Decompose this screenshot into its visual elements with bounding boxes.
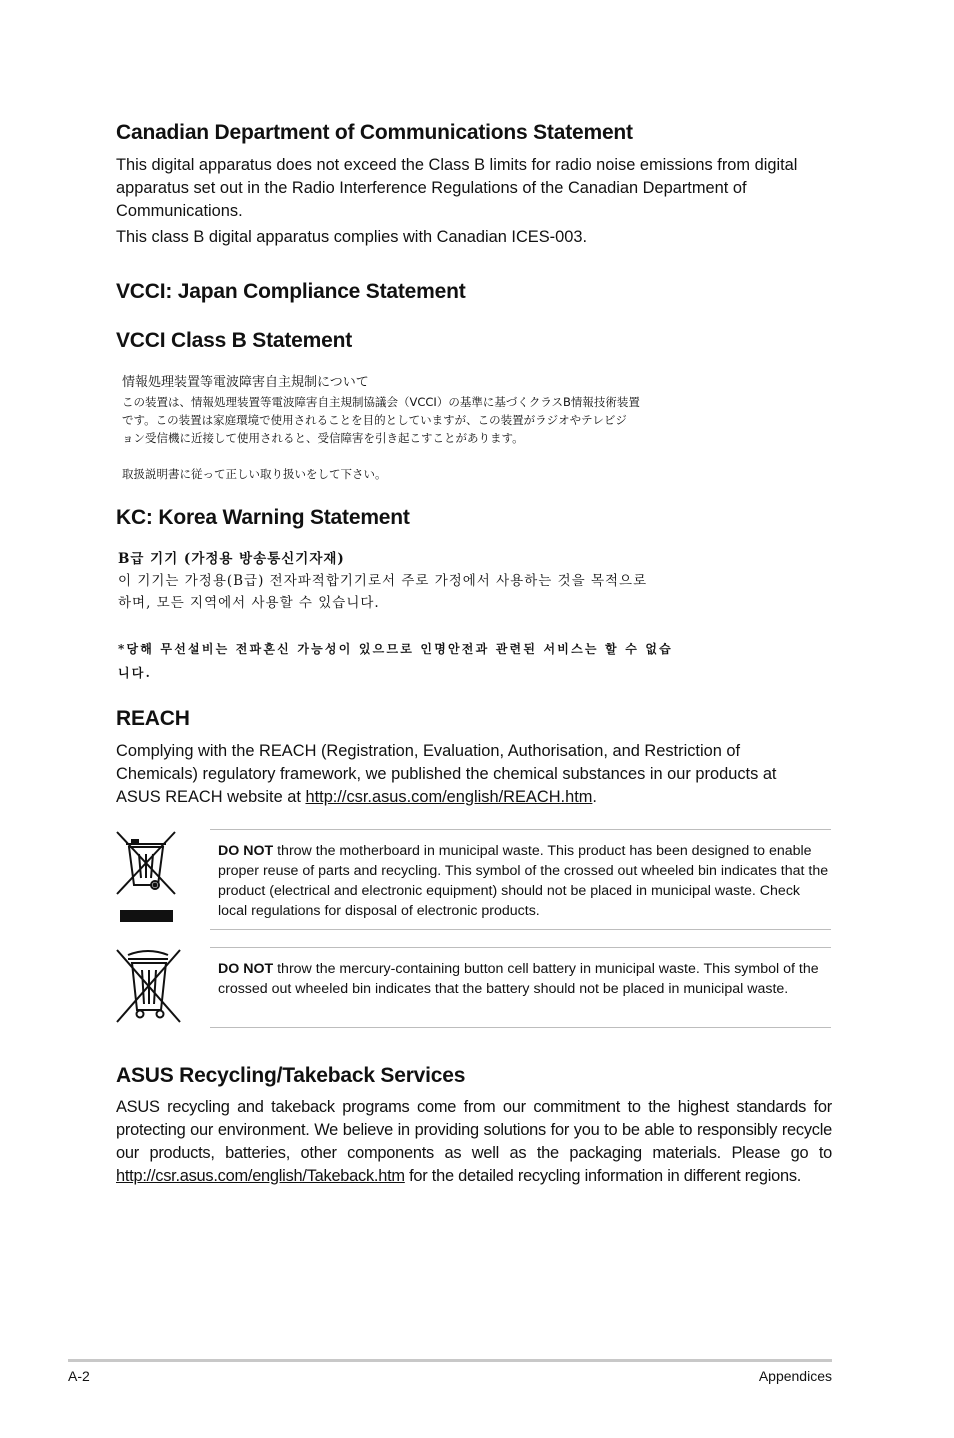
takeback-link[interactable]: http://csr.asus.com/english/Takeback.htm: [116, 1167, 405, 1185]
vcci-line-3: です。この装置は家庭環境で使用されることを目的としていますが、この装置がラジオやテレビジ: [122, 413, 627, 427]
disposal-rule-bottom-2: [210, 1027, 831, 1028]
canadian-paragraph-2: This class B digital apparatus complies with Canadian ICES-003.: [116, 228, 588, 246]
vcci-line-4: ョン受信機に近接して使用されると、受信障害を引き起こすことがあります。: [122, 431, 524, 445]
vcci-line-2: この装置は、情報処理装置等電波障害自主規制協議会（VCCI）の基準に基づくクラスB情報技術装置: [122, 395, 640, 409]
kc-line-3: 하며, 모든 지역에서 사용할 수 있습니다.: [118, 595, 380, 611]
recycling-heading: ASUS Recycling/Takeback Services: [116, 1064, 466, 1087]
disposal-text-motherboard: DO NOT throw the motherboard in municipal waste. This product has been designed to enable proper reuse of parts and recycling. This symbol of the crossed out wheeled bin indicates that the product (electrical and electronic equipment) should not be placed in municipal waste. Check local regulations for disposal of electronic products.: [218, 843, 829, 919]
kc-line-2: 이 기기는 가정용(B급) 전자파적합기기로서 주로 가정에서 사용하는 것을 목적으로: [118, 573, 648, 589]
canadian-paragraph-1: This digital apparatus does not exceed the Class B limits for radio noise emissions from digital apparatus set out in the Radio Interference Regulations of the Canadian Department of Communications.: [116, 156, 798, 220]
kc-line-1: B급 기기 (가정용 방송통신기자재): [118, 551, 345, 567]
footer-rule: [68, 1359, 832, 1362]
footer-section-name: Appendices: [758, 1368, 832, 1384]
vcci-heading: VCCI: Japan Compliance Statement: [116, 280, 466, 303]
kc-notice-line-2: 니다.: [118, 666, 152, 680]
reach-heading: REACH: [116, 707, 190, 730]
disposal-rule-top-2: [210, 947, 831, 948]
reach-link[interactable]: http://csr.asus.com/english/REACH.htm: [305, 788, 593, 806]
page-number: A-2: [68, 1368, 90, 1384]
canadian-heading: Canadian Department of Communications Statement: [116, 121, 633, 144]
disposal-text-battery: DO NOT throw the mercury-containing button cell battery in municipal waste. This symbol of the crossed out wheeled bin indicates that the battery should not be placed in municipal waste.: [218, 961, 819, 997]
vcci-line-5: 取扱説明書に従って正しい取り扱いをして下さい。: [122, 467, 387, 481]
disposal-rule-bottom-1: [210, 929, 831, 930]
vcci-line-1: 情報処理装置等電波障害自主規制について: [122, 375, 369, 390]
vcci-class-b-heading: VCCI Class B Statement: [116, 329, 353, 352]
crossed-battery-bin-icon: [114, 948, 184, 1026]
disposal-rule-top-1: [210, 829, 831, 830]
crossed-wheeled-bin-icon: [114, 830, 178, 924]
recycling-paragraph: ASUS recycling and takeback programs come from our commitment to the highest standards for protecting our environment. We believe in providing solutions for you to be able to responsibly recycle our products, batteries, other components as well as the packaging materials. Please go to http://csr.asus.com/english/Takeback.htm for the detailed recycling information in different regions.: [116, 1098, 832, 1185]
kc-notice-line-1: *당해 무선설비는 전파혼신 가능성이 있으므로 인명안전과 관련된 서비스는 할 수 없습: [118, 642, 673, 656]
reach-paragraph: Complying with the REACH (Registration, Evaluation, Authorisation, and Restriction of Chemicals) regulatory framework, we published the chemical substances in our products at ASUS REACH website at http://csr.asus.com/english/REACH.htm.: [116, 742, 777, 806]
kc-heading: KC: Korea Warning Statement: [116, 506, 410, 529]
